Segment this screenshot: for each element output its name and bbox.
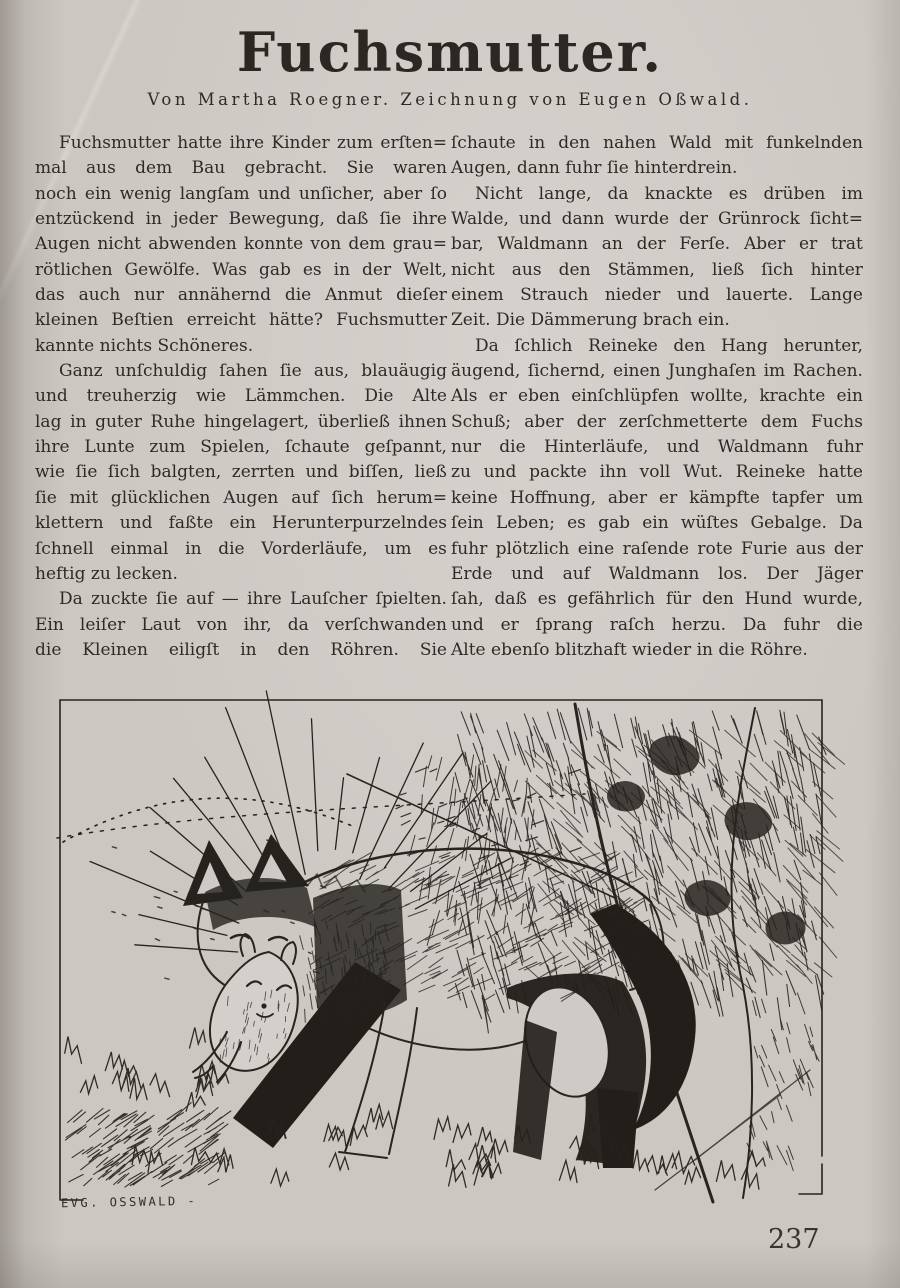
text-line: Schuß; aber der zerſchmetterte dem Fuchs [451, 411, 863, 432]
text-line: nicht aus den Stämmen, ließ ſich hinter [451, 259, 863, 280]
text-line: nur die Hinterläufe, und Waldmann fuhr [451, 437, 863, 458]
text-line: ſein Leben; es gab ein wüſtes Gebalge. Da [451, 513, 863, 534]
illustration-fox-drawing [55, 690, 845, 1215]
text-line: ſchnell einmal in die Vorderläufe, um es [35, 538, 447, 559]
text-line: kannte nichts Schöneres. [35, 335, 254, 356]
text-line: keine Hoffnung, aber er kämpfte tapfer um [451, 487, 863, 508]
text-line: und treuherzig wie Lämmchen. Die Alte [35, 386, 447, 407]
grass-left-corner-scribble [65, 1103, 230, 1188]
text-line: ſah, daß es gefährlich für den Hund wurde, [451, 589, 863, 610]
text-line: Da zuckte ſie auf — ihre Lauſcher ſpielten. [59, 589, 447, 610]
text-line: Walde, und dann wurde der Grünrock ſicht= [451, 209, 863, 230]
text-line: noch ein wenig langſam und unſicher, aber ſo [35, 183, 447, 204]
text-line: mal aus dem Bau gebracht. Sie waren [35, 158, 447, 179]
text-line: die Kleinen eiligſt in den Röhren. Sie [35, 639, 447, 660]
text-column-right [451, 131, 863, 663]
hill-dotted-arcs [57, 794, 585, 842]
text-line: lag in guter Ruhe hingelagert, überließ ihnen [35, 411, 447, 432]
text-line: äugend, ſichernd, einen Junghaſen im Rachen. [451, 361, 863, 382]
text-line: rötlichen Gewölfe. Was gab es in der Welt, [35, 259, 447, 280]
grass-tufts-main [132, 1139, 765, 1190]
artist-signature: EVG. OSSWALD - [60, 1193, 198, 1211]
text-line: Ein leiſer Laut von ihr, da verſchwanden [35, 614, 447, 635]
text-line: Als er eben einſchlüpfen wollte, krachte ein [451, 386, 863, 407]
page-number: 237 [768, 1224, 820, 1255]
text-line: das auch nur annähernd die Anmut dieſer [35, 285, 447, 306]
text-line: klettern und faßte ein Herunterpurzelndes [35, 513, 447, 534]
text-column-left [35, 131, 447, 663]
text-line: entzückend in jeder Bewegung, daß ſie ihre [35, 209, 447, 230]
text-line: Nicht lange, da knackte es drüben im [475, 183, 863, 204]
fox-drawing-canvas [55, 690, 845, 1215]
text-line: und er ſprang raſch herzu. Da fuhr die [451, 614, 863, 635]
text-line: ſchaute in den nahen Wald mit funkelnden [451, 133, 863, 153]
text-line: Alte ebenſo blitzhaft wieder in die Röhre. [451, 639, 808, 660]
text-line: Da ſchlich Reineke den Hang herunter, [475, 335, 863, 356]
text-line: zu und packte ihn voll Wut. Reineke hatte [451, 462, 863, 483]
article-title: Fuchsmutter. [236, 20, 664, 84]
text-line: heftig zu lecken. [35, 563, 178, 584]
text-line: Augen nicht abwenden konnte von dem grau= [35, 234, 447, 255]
text-line: wie ſie ſich balgten, zerrten und biſſen, ließ [35, 462, 447, 483]
article-byline: Von Martha Roegner. Zeichnung von Eugen Oßwald. [147, 90, 753, 109]
text-line: Augen, dann fuhr ſie hinterdrein. [451, 158, 738, 179]
text-line: fuhr plötzlich eine raſende rote Furie aus der [451, 538, 863, 559]
right-twigs [747, 993, 819, 1171]
text-line: Fuchsmutter hatte ihre Kinder zum erſten= [59, 133, 447, 153]
text-line: einem Strauch nieder und lauerte. Lange [451, 285, 863, 306]
text-line: Erde und auf Waldmann los. Der Jäger [451, 563, 863, 584]
grass-left-clump [65, 1028, 229, 1112]
text-line: kleinen Beſtien erreicht hätte? Fuchsmutter [35, 310, 447, 331]
text-line: ihre Lunte zum Spielen, ſchaute geſpannt, [35, 437, 447, 458]
text-line: ſie mit glücklichen Augen auf ſich herum= [35, 487, 447, 508]
text-line: Zeit. Die Dämmerung brach ein. [451, 310, 730, 331]
text-line: Ganz unſchuldig ſahen ſie aus, blauäugig [59, 361, 447, 382]
text-line: bar, Waldmann an der Ferſe. Aber er trat [451, 234, 863, 255]
